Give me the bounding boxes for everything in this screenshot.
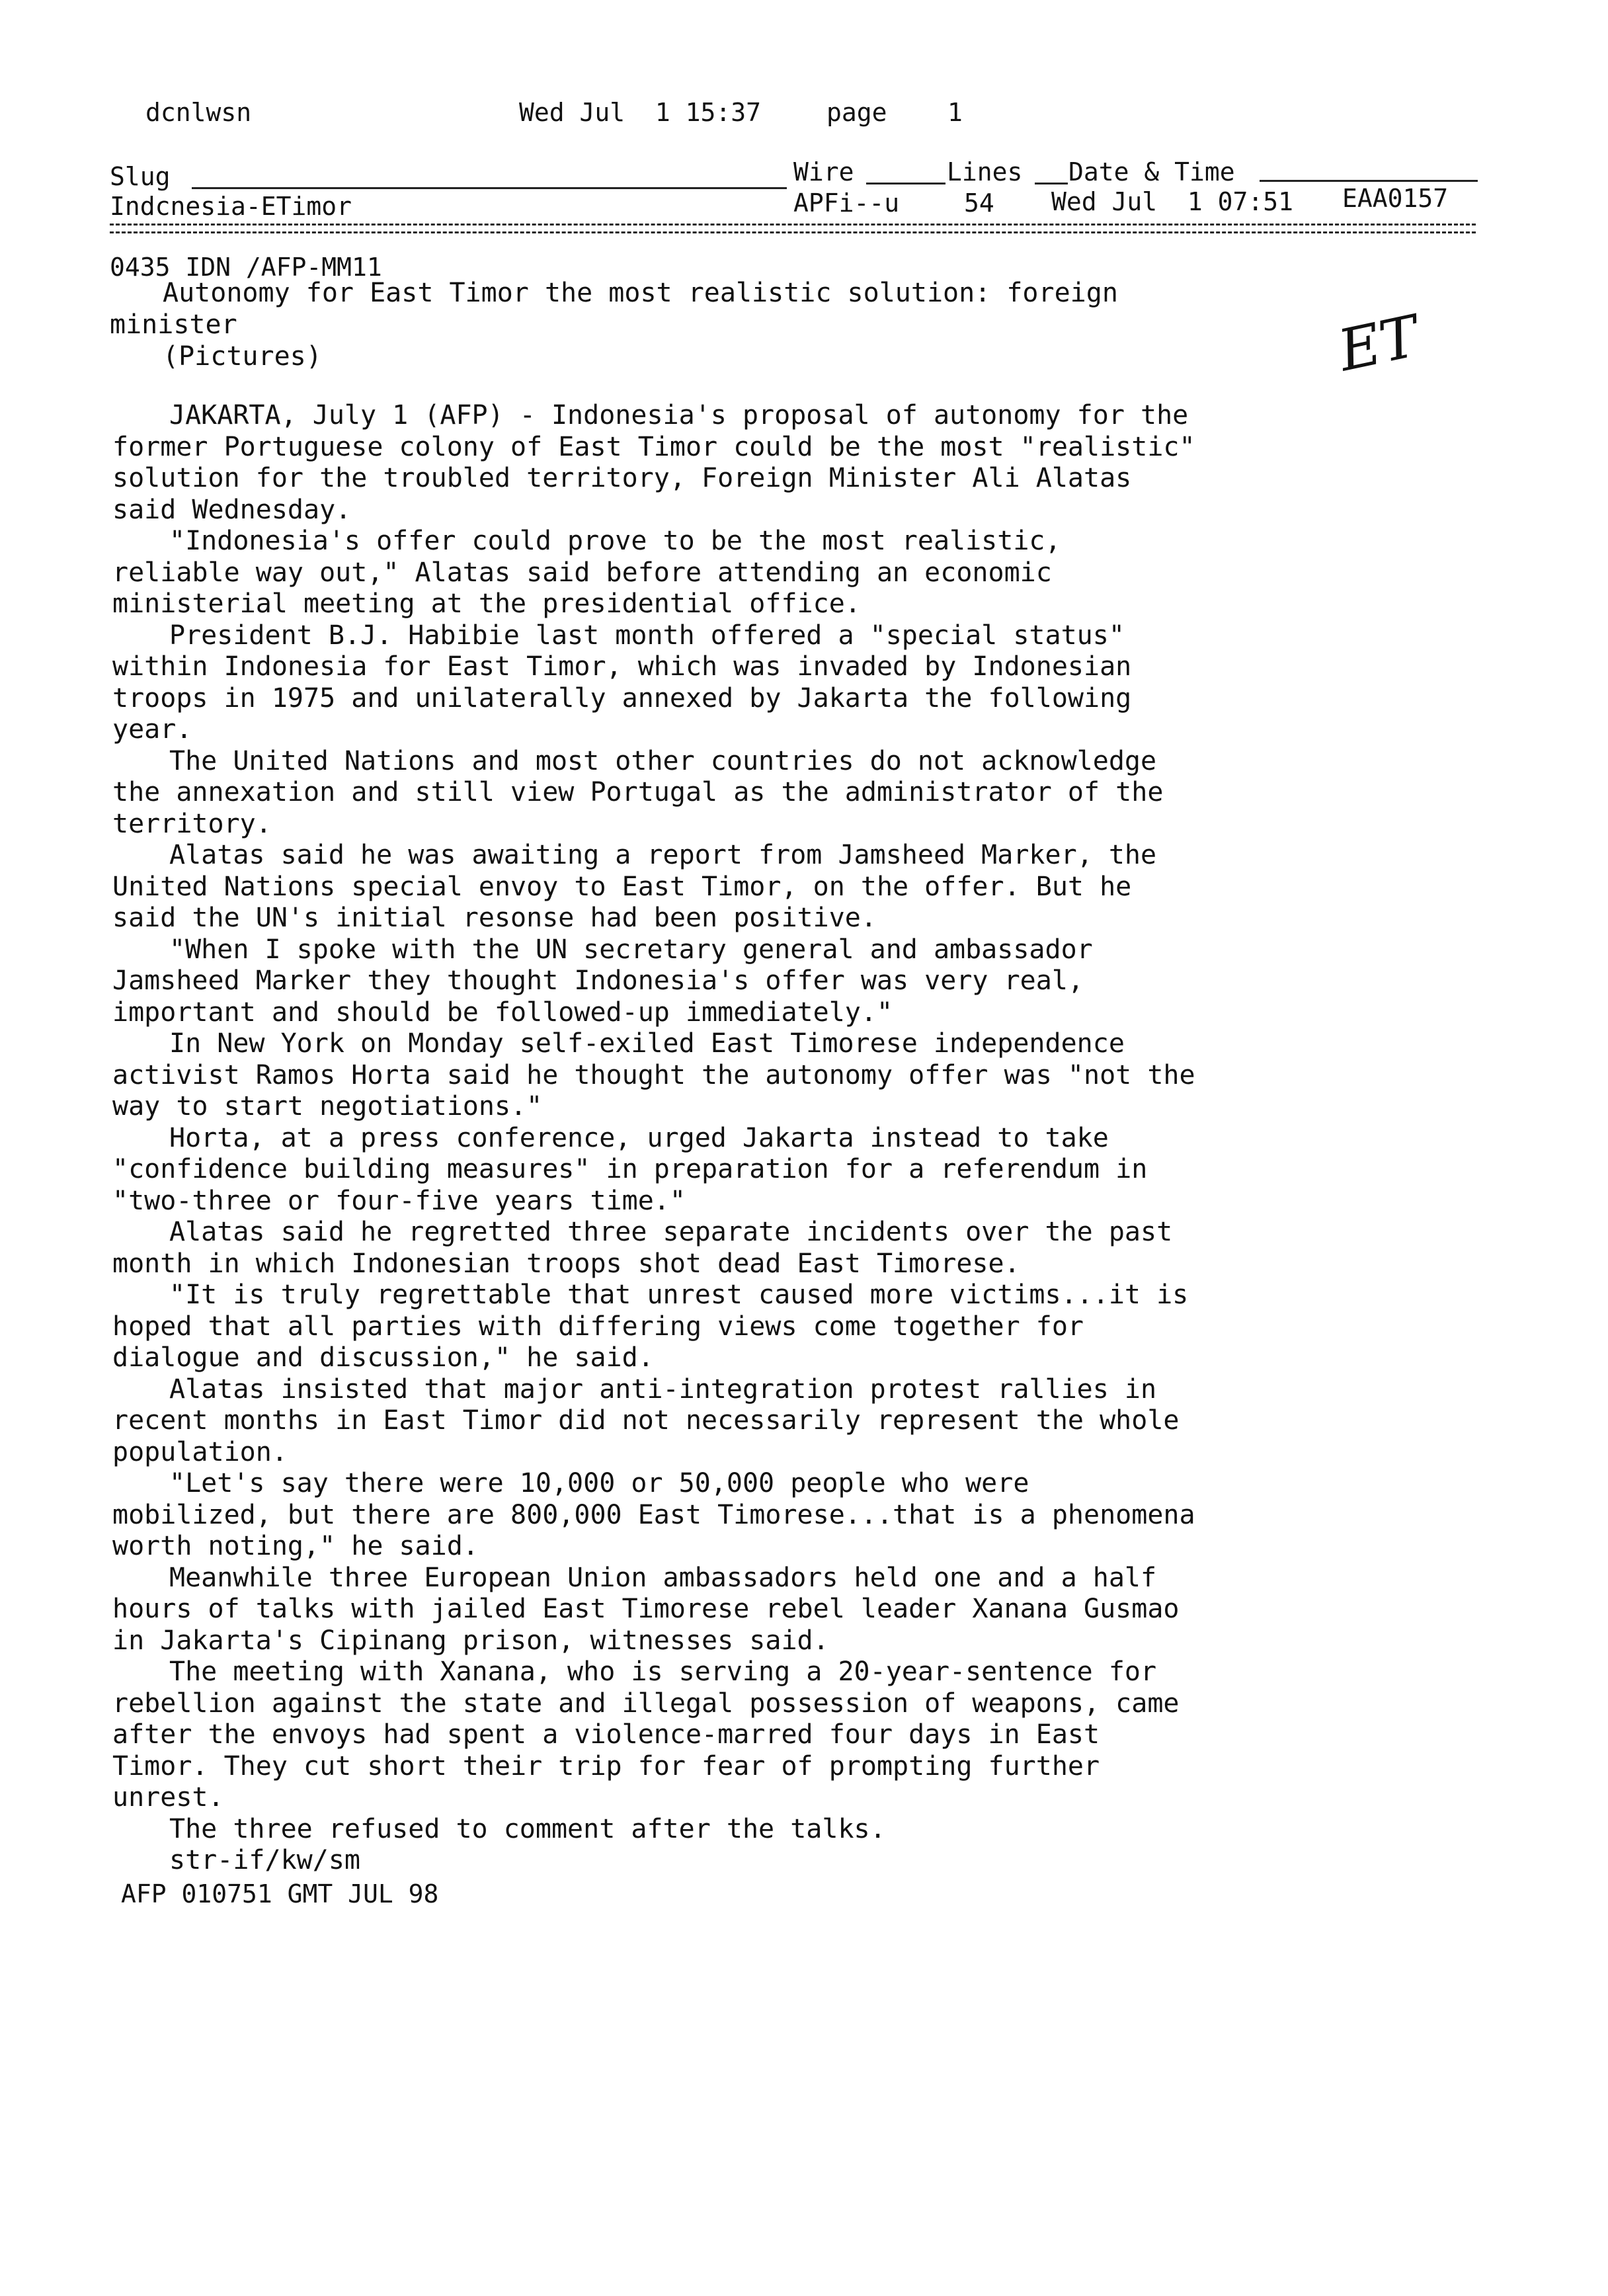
paragraph-line: The three refused to comment after the talks. <box>169 1813 886 1844</box>
headline-line-1: Autonomy for East Timor the most realistic solution: foreign <box>163 278 1118 308</box>
paragraph-line: Alatas said he was awaiting a report from Jamsheed Marker, the <box>169 840 1157 870</box>
wire-label: Wire <box>793 157 854 186</box>
datetime-rule <box>1260 180 1478 182</box>
paragraph-line: former Portuguese colony of East Timor could be the most "realistic" <box>112 431 1195 462</box>
paragraph <box>112 1563 1474 1657</box>
paragraph <box>112 746 1474 840</box>
paragraph-line: troops in 1975 and unilaterally annexed by Jakarta the following <box>112 682 1132 714</box>
paragraph <box>112 1657 1474 1814</box>
handwritten-note: ET <box>1332 303 1425 385</box>
wire-value: APFi--u <box>793 188 900 218</box>
separator <box>110 224 1476 233</box>
paragraph-line: way to start negotiations." <box>112 1091 543 1122</box>
paragraph-line: The meeting with Xanana, who is serving a 20-year-sentence for <box>169 1657 1157 1687</box>
slug-rule <box>192 187 787 189</box>
header-user: dcnlwsn <box>145 98 252 127</box>
paragraph <box>112 1028 1474 1123</box>
paragraph-line: rebellion against the state and illegal possession of weapons, came <box>112 1688 1180 1719</box>
paragraph-line: Jamsheed Marker they thought Indonesia's offer was very real, <box>112 965 1084 996</box>
paragraph <box>112 1280 1474 1374</box>
lines-value: 54 <box>964 188 994 218</box>
header-datetime: Wed Jul 1 15:37 <box>519 98 762 127</box>
paragraph-line: "When I spoke with the UN secretary general and ambassador <box>169 934 1093 965</box>
paragraph-line: The United Nations and most other countries do not acknowledge <box>169 745 1157 776</box>
paragraph <box>112 1123 1474 1217</box>
paragraph-line: population. <box>112 1436 288 1467</box>
paragraph-line: JAKARTA, July 1 (AFP) - Indonesia's proposal of autonomy for the <box>169 400 1189 430</box>
paragraph <box>112 526 1474 620</box>
header-page-number: 1 <box>947 98 963 127</box>
paragraph-line: said the UN's initial resonse had been positive. <box>112 903 877 933</box>
paragraph-line: dialogue and discussion," he said. <box>112 1342 654 1373</box>
paragraph-line: unrest. <box>112 1782 224 1813</box>
paragraph-line: Alatas insisted that major anti-integration protest rallies in <box>169 1374 1157 1405</box>
paragraph-line: Alatas said he regretted three separate incidents over the past <box>169 1217 1173 1247</box>
paragraph-line: solution for the troubled territory, Foreign Minister Ali Alatas <box>112 463 1132 493</box>
paragraph-line: the annexation and still view Portugal as the administrator of the <box>112 777 1164 807</box>
paragraph-line: hoped that all parties with differing views come together for <box>112 1311 1084 1342</box>
paragraph-line: "It is truly regrettable that unrest caused more victims...it is <box>169 1280 1189 1310</box>
paragraph-line: year. <box>112 714 192 745</box>
paragraph-line: In New York on Monday self-exiled East Timorese independence <box>169 1028 1125 1059</box>
paragraph <box>112 1217 1474 1280</box>
paragraph-line: "confidence building measures" in preparation for a referendum in <box>112 1154 1148 1184</box>
paragraph-line: str-if/kw/sm <box>169 1845 360 1875</box>
paragraph <box>112 620 1474 746</box>
dateline-footer: AFP 010751 GMT JUL 98 <box>121 1879 439 1908</box>
paragraph-line: President B.J. Habibie last month offered a "special status" <box>169 620 1125 651</box>
paragraph <box>112 1468 1474 1563</box>
story-code: 0435 IDN /AFP-MM11 <box>110 253 382 282</box>
datetime-value: Wed Jul 1 07:51 <box>1051 187 1294 216</box>
paragraph-line: mobilized, but there are 800,000 East Timorese...that is a phenomena <box>112 1499 1195 1530</box>
story-id-value: EAA0157 <box>1342 184 1449 213</box>
paragraph-line: "Let's say there were 10,000 or 50,000 people who were <box>169 1468 1029 1498</box>
paragraph-line: Meanwhile three European Union ambassadors held one and a half <box>169 1562 1157 1593</box>
paragraph-line: worth noting," he said. <box>112 1531 479 1561</box>
paragraph-line: United Nations special envoy to East Timor, on the offer. But he <box>112 871 1132 902</box>
paragraph-line: reliable way out," Alatas said before attending an economic <box>112 557 1052 588</box>
paragraph-line: within Indonesia for East Timor, which was invaded by Indonesian <box>112 651 1132 682</box>
paragraph-line: recent months in East Timor did not necessarily represent the whole <box>112 1405 1180 1436</box>
lines-rule <box>1035 183 1068 184</box>
slug-label: Slug <box>110 162 171 191</box>
paragraph <box>112 840 1474 934</box>
wire-rule <box>866 183 945 184</box>
paragraph <box>112 400 1474 526</box>
paragraph-line: "two-three or four-five years time." <box>112 1185 686 1216</box>
headline-line-2: minister <box>110 309 237 340</box>
paragraph-line: hours of talks with jailed East Timorese rebel leader Xanana Gusmao <box>112 1594 1180 1624</box>
paragraph-line: Horta, at a press conference, urged Jakarta instead to take <box>169 1122 1109 1153</box>
slug-value: Indcnesia-ETimor <box>110 192 352 221</box>
header-page-label: page <box>826 98 887 127</box>
lines-label: Lines <box>947 157 1023 186</box>
article-body <box>112 400 1474 1877</box>
datetime-label: Date & Time <box>1068 157 1235 186</box>
paragraph-line: ministerial meeting at the presidential office. <box>112 589 861 619</box>
pictures-note: (Pictures) <box>163 341 322 372</box>
paragraph-line: Timor. They cut short their trip for fear of prompting further <box>112 1750 1100 1782</box>
paragraph-line: important and should be followed-up immediately." <box>112 997 893 1028</box>
paragraph-line: said Wednesday. <box>112 494 352 525</box>
paragraph-line: in Jakarta's Cipinang prison, witnesses said. <box>112 1625 829 1656</box>
paragraph <box>112 1845 1474 1877</box>
paragraph <box>112 1814 1474 1846</box>
paragraph-line: territory. <box>112 808 272 839</box>
paragraph-line: month in which Indonesian troops shot dead East Timorese. <box>112 1248 1020 1279</box>
paragraph-line: activist Ramos Horta said he thought the autonomy offer was "not the <box>112 1059 1195 1090</box>
paragraph <box>112 1374 1474 1469</box>
paragraph-line: after the envoys had spent a violence-marred four days in East <box>112 1719 1100 1750</box>
paragraph <box>112 934 1474 1029</box>
paragraph-line: "Indonesia's offer could prove to be the most realistic, <box>169 526 1061 556</box>
